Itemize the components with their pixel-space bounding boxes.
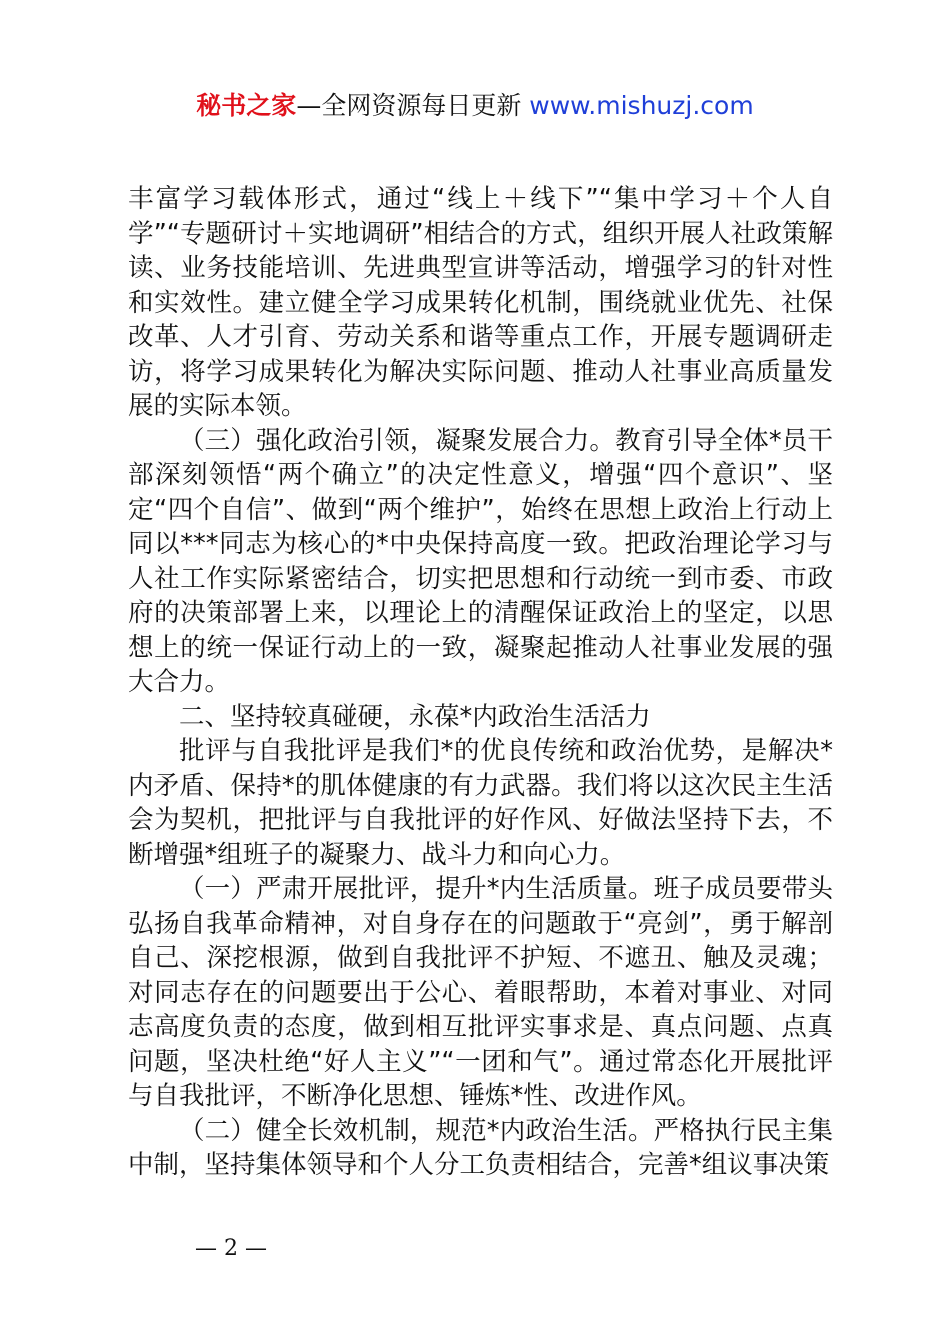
- brand-name: 秘书之家: [196, 91, 297, 120]
- paragraph-study-carriers: 丰富学习载体形式，通过“线上＋线下”“集中学习＋个人自学”“专题研讨＋实地调研”相结合的方式，组织开展人社政策解读、业务技能培训、先进典型宣讲等活动，增强学习的针对性和实效性。建立健全学习成果转化机制，围绕就业优先、社保改革、人才引育、劳动关系和谐等重点工作，开展专题调研走访，将学习成果转化为解决实际问题、推动人社事业高质量发展的实际本领。: [128, 184, 833, 421]
- paragraph-long-term-mechanism: （二）健全长效机制，规范*内政治生活。严格执行民主集中制，坚持集体领导和个人分工负责相结合，完善*组议事决策: [128, 1115, 833, 1180]
- header-slogan: —全网资源每日更新: [296, 91, 530, 120]
- page-number: — 2 —: [195, 1236, 267, 1261]
- paragraph-criticism-intro: 批评与自我批评是我们*的优良传统和政治优势，是解决*内矛盾、保持*的肌体健康的有力武器。我们将以这次民主生活会为契机，把批评与自我批评的好作风、好做法坚持下去，不断增强*组班子的凝聚力、战斗力和向心力。: [128, 736, 833, 870]
- site-url[interactable]: www.mishuzj.com: [529, 91, 754, 120]
- site-header: [0, 86, 950, 126]
- section-heading-2: 二、坚持较真碰硬，永葆*内政治生活活力: [179, 701, 651, 732]
- paragraph-serious-criticism: （一）严肃开展批评，提升*内生活质量。班子成员要带头弘扬自我革命精神，对自身存在的问题敢于“亮剑”，勇于解剖自己、深挖根源，做到自我批评不护短、不遮丑、触及灵魂；对同志存在的问题要出于公心、着眼帮助，本着对事业、对同志高度负责的态度，做到相互批评实事求是、真点问题、点真问题，坚决杜绝“好人主义”“一团和气”。通过常态化开展批评与自我批评，不断净化思想、锤炼*性、改进作风。: [128, 874, 833, 1111]
- document-body: [128, 182, 833, 1183]
- paragraph-political-guidance: （三）强化政治引领，凝聚发展合力。教育引导全体*员干部深刻领悟“两个确立”的决定性意义，增强“四个意识”、坚定“四个自信”、做到“两个维护”，始终在思想上政治上行动上同以***同志为核心的*中央保持高度一致。把政治理论学习与人社工作实际紧密结合，切实把思想和行动统一到市委、市政府的决策部署上来，以理论上的清醒保证政治上的坚定，以思想上的统一保证行动上的一致，凝聚起推动人社事业发展的强大合力。: [128, 425, 833, 697]
